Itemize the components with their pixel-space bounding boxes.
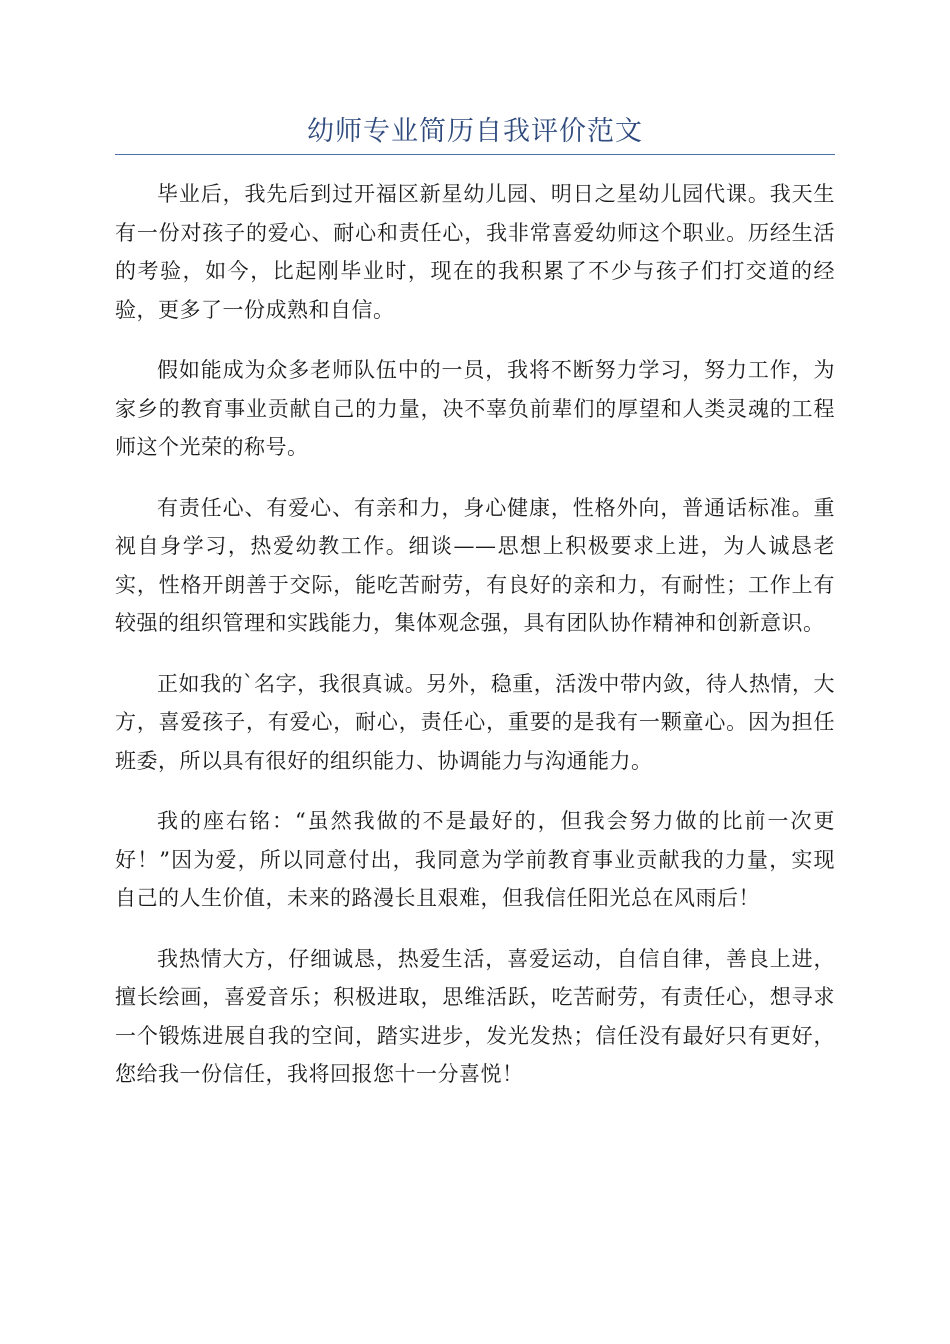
document-body: [115, 175, 835, 1116]
paragraph-1: 毕业后，我先后到过开福区新星幼儿园、明日之星幼儿园代课。我天生有一份对孩子的爱心、耐心和责任心，我非常喜爱幼师这个职业。历经生活的考验，如今，比起刚毕业时，现在的我积累了不少与孩子们打交道的经验，更多了一份成熟和自信。: [115, 182, 835, 322]
paragraph-4: 正如我的`名字，我很真诚。另外，稳重，活泼中带内敛，待人热情，大方，喜爱孩子，有爱心，耐心，责任心，重要的是我有一颗童心。因为担任班委，所以具有很好的组织能力、协调能力与沟通能力。: [115, 671, 835, 773]
paragraph-6: 我热情大方，仔细诚恳，热爱生活，喜爱运动，自信自律，善良上进，擅长绘画，喜爱音乐；积极进取，思维活跃，吃苦耐劳，有责任心，想寻求一个锻炼进展自我的空间，踏实进步，发光发热；信任没有最好只有更好，您给我一份信任，我将回报您十一分喜悦！: [115, 946, 835, 1086]
document-title: 幼师专业简历自我评价范文: [307, 116, 643, 147]
paragraph-3: 有责任心、有爱心、有亲和力，身心健康，性格外向，普通话标准。重视自身学习，热爱幼教工作。细谈——思想上积极要求上进，为人诚恳老实，性格开朗善于交际，能吃苦耐劳，有良好的亲和力，有耐性；工作上有较强的组织管理和实践能力，集体观念强，具有团队协作精神和创新意识。: [115, 495, 835, 635]
paragraph-2: 假如能成为众多老师队伍中的一员，我将不断努力学习，努力工作，为家乡的教育事业贡献自己的力量，决不辜负前辈们的厚望和人类灵魂的工程师这个光荣的称号。: [115, 358, 835, 459]
paragraph-5: 我的座右铭：“虽然我做的不是最好的，但我会努力做的比前一次更好！”因为爱，所以同意付出，我同意为学前教育事业贡献我的力量，实现自己的人生价值，未来的路漫长且艰难，但我信任阳光总在风雨后！: [115, 809, 835, 910]
title-underline: [115, 154, 835, 155]
